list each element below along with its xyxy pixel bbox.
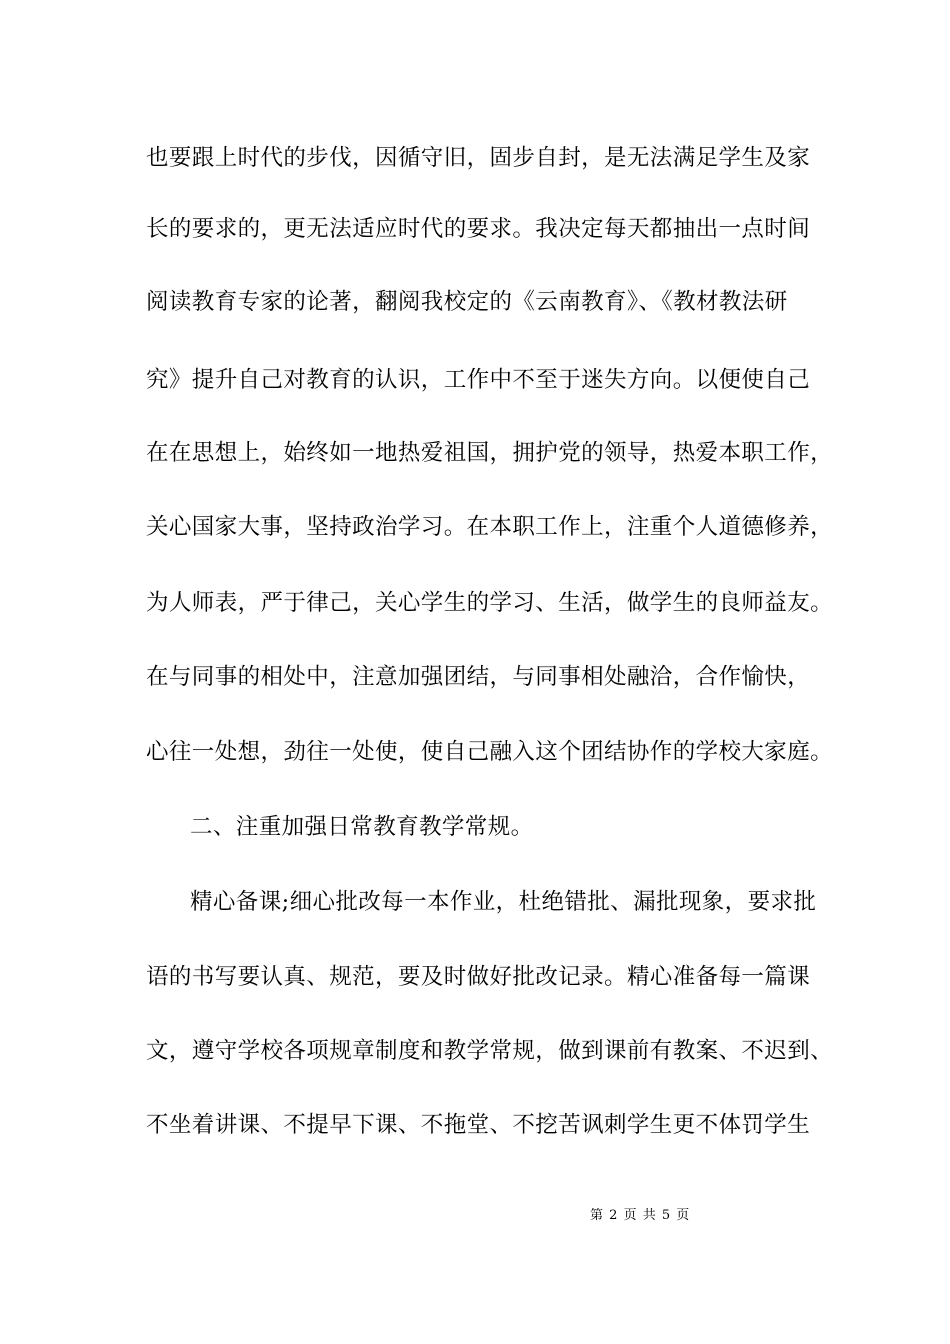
body-text-line: 不坐着讲课、不提早下课、不拖堂、不挖苦讽刺学生更不体罚学生 xyxy=(146,1112,811,1138)
body-text-line: 文，遵守学校各项规章制度和教学常规，做到课前有教案、不迟到、 xyxy=(146,1038,834,1064)
footer-total-pages: 5 xyxy=(661,1208,672,1223)
body-text-line: 也要跟上时代的步伐，因循守旧，固步自封，是无法满足学生及家 xyxy=(146,145,811,171)
section-heading: 二、注重加强日常教育教学常规。 xyxy=(190,814,534,840)
page-footer xyxy=(590,1206,690,1226)
body-text-line: 心往一处想，劲往一处使，使自己融入这个团结协作的学校大家庭。 xyxy=(146,739,834,765)
body-text-line: 在与同事的相处中，注意加强团结，与同事相处融洽，合作愉快， xyxy=(146,664,811,690)
body-text-line: 语的书写要认真、规范，要及时做好批改记录。精心准备每一篇课 xyxy=(146,964,811,990)
body-text-line: 究》提升自己对教育的认识，工作中不至于迷失方向。以便使自己 xyxy=(146,367,811,393)
footer-prefix: 第 xyxy=(590,1208,605,1223)
body-text-line: 为人师表，严于律己，关心学生的学习、生活，做学生的良师益友。 xyxy=(146,590,834,616)
body-text-line: 阅读教育专家的论著，翻阅我校定的《云南教育》、《教材教法研 xyxy=(146,289,788,315)
footer-middle: 页 共 xyxy=(623,1208,657,1223)
body-text-line: 在在思想上，始终如一地热爱祖国，拥护党的领导，热爱本职工作， xyxy=(146,440,834,466)
body-text-line: 长的要求的，更无法适应时代的要求。我决定每天都抽出一点时间 xyxy=(146,216,811,242)
body-text-line: 关心国家大事，坚持政治学习。在本职工作上，注重个人道德修养， xyxy=(146,514,834,540)
footer-current-page: 2 xyxy=(609,1208,619,1223)
footer-suffix: 页 xyxy=(676,1208,691,1223)
body-text-line: 精心备课;细心批改每一本作业，杜绝错批、漏批现象，要求批 xyxy=(190,889,817,915)
